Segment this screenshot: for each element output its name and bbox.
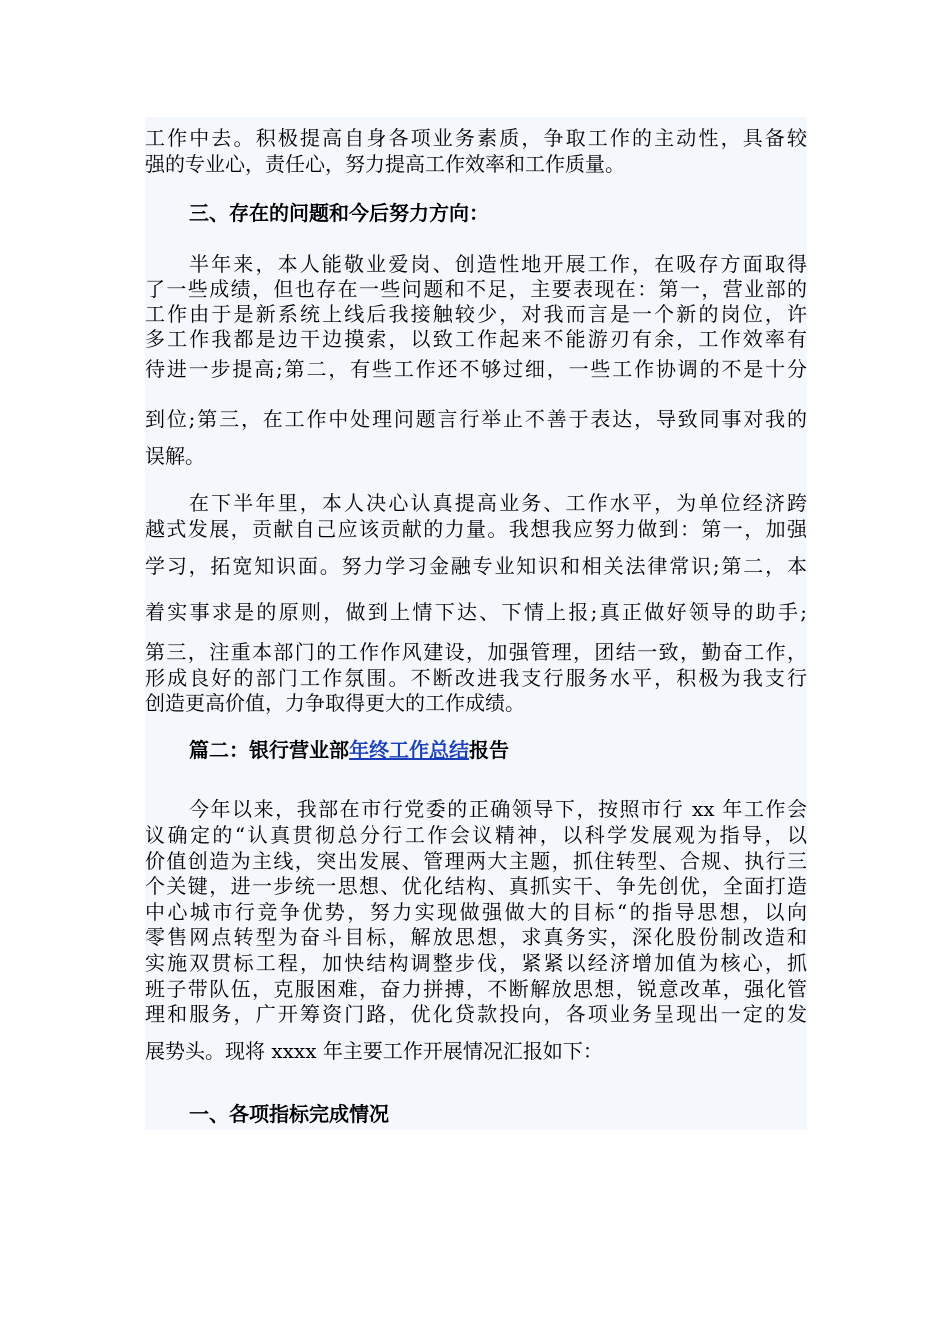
document-body: [145, 117, 807, 1130]
paragraph-line: 越式发展，贡献自己应该贡献的力量。我想我应努力做到：第一，加强: [145, 517, 807, 541]
paragraph-line: 待进一步提高;第二，有些工作还不够过细，一些工作协调的不是十分: [145, 357, 807, 381]
paragraph-line: 工作由于是新系统上线后我接触较少，对我而言是一个新的岗位，许: [145, 302, 807, 326]
paragraph-line: 强的专业心，责任心，努力提高工作效率和工作质量。: [145, 152, 625, 176]
paragraph-line: 实施双贯标工程，加快结构调整步伐，紧紧以经济增加值为核心，抓: [145, 951, 807, 975]
paragraph-line: 创造更高价值，力争取得更大的工作成绩。: [145, 691, 525, 715]
article-title: [189, 738, 807, 762]
paragraph-line: 多工作我都是边干边摸索，以致工作起来不能游刃有余，工作效率有: [145, 327, 807, 351]
paragraph-line: 学习，拓宽知识面。努力学习金融专业知识和相关法律常识;第二，本: [145, 554, 807, 578]
paragraph-line: 个关键，进一步统一思想、优化结构、真抓实干、争先创优，全面打造: [145, 874, 807, 898]
paragraph-line: 着实事求是的原则，做到上情下达、下情上报;真正做好领导的助手;: [145, 600, 807, 624]
paragraph-line: 形成良好的部门工作氛围。不断改进我支行服务水平，积极为我支行: [145, 666, 807, 690]
paragraph-line: 价值创造为主线，突出发展、管理两大主题，抓住转型、合规、执行三: [145, 849, 807, 873]
paragraph-line: 中心城市行竞争优势，努力实现做强做大的目标“的指导思想，以向: [145, 900, 807, 924]
paragraph-line: 到位;第三，在工作中处理问题言行举止不善于表达，导致同事对我的: [145, 407, 807, 431]
article-title-suffix: 报告: [469, 738, 509, 762]
paragraph-line: 工作中去。积极提高自身各项业务素质，争取工作的主动性，具备较: [145, 126, 807, 150]
paragraph-line: 第三，注重本部门的工作作风建设，加强管理，团结一致，勤奋工作，: [145, 640, 807, 664]
paragraph-line: 在下半年里，本人决心认真提高业务、工作水平，为单位经济跨: [189, 491, 807, 515]
section-heading: 一、各项指标完成情况: [189, 1102, 389, 1126]
article-title-prefix: 篇二：银行营业部: [189, 738, 349, 762]
paragraph-line: 零售网点转型为奋斗目标，解放思想，求真务实，深化股份制改造和: [145, 925, 807, 949]
paragraph-line: 班子带队伍，克服困难，奋力拼搏，不断解放思想，锐意改革，强化管: [145, 977, 807, 1001]
paragraph-line: 了一些成绩，但也存在一些问题和不足，主要表现在：第一，营业部的: [145, 277, 807, 301]
article-title-link[interactable]: 年终工作总结: [349, 738, 469, 762]
paragraph-line: 今年以来，我部在市行党委的正确领导下，按照市行 xx 年工作会: [189, 797, 807, 821]
paragraph-line: 展势头。现将 xxxx 年主要工作开展情况汇报如下：: [145, 1039, 603, 1063]
paragraph-line: 误解。: [145, 444, 205, 468]
paragraph-line: 理和服务，广开筹资门路，优化贷款投向，各项业务呈现出一定的发: [145, 1002, 807, 1026]
section-heading: 三、存在的问题和今后努力方向：: [189, 201, 489, 225]
paragraph-line: 半年来，本人能敬业爱岗、创造性地开展工作，在吸存方面取得: [189, 252, 807, 276]
paragraph-line: 议确定的“认真贯彻总分行工作会议精神，以科学发展观为指导，以: [145, 823, 807, 847]
